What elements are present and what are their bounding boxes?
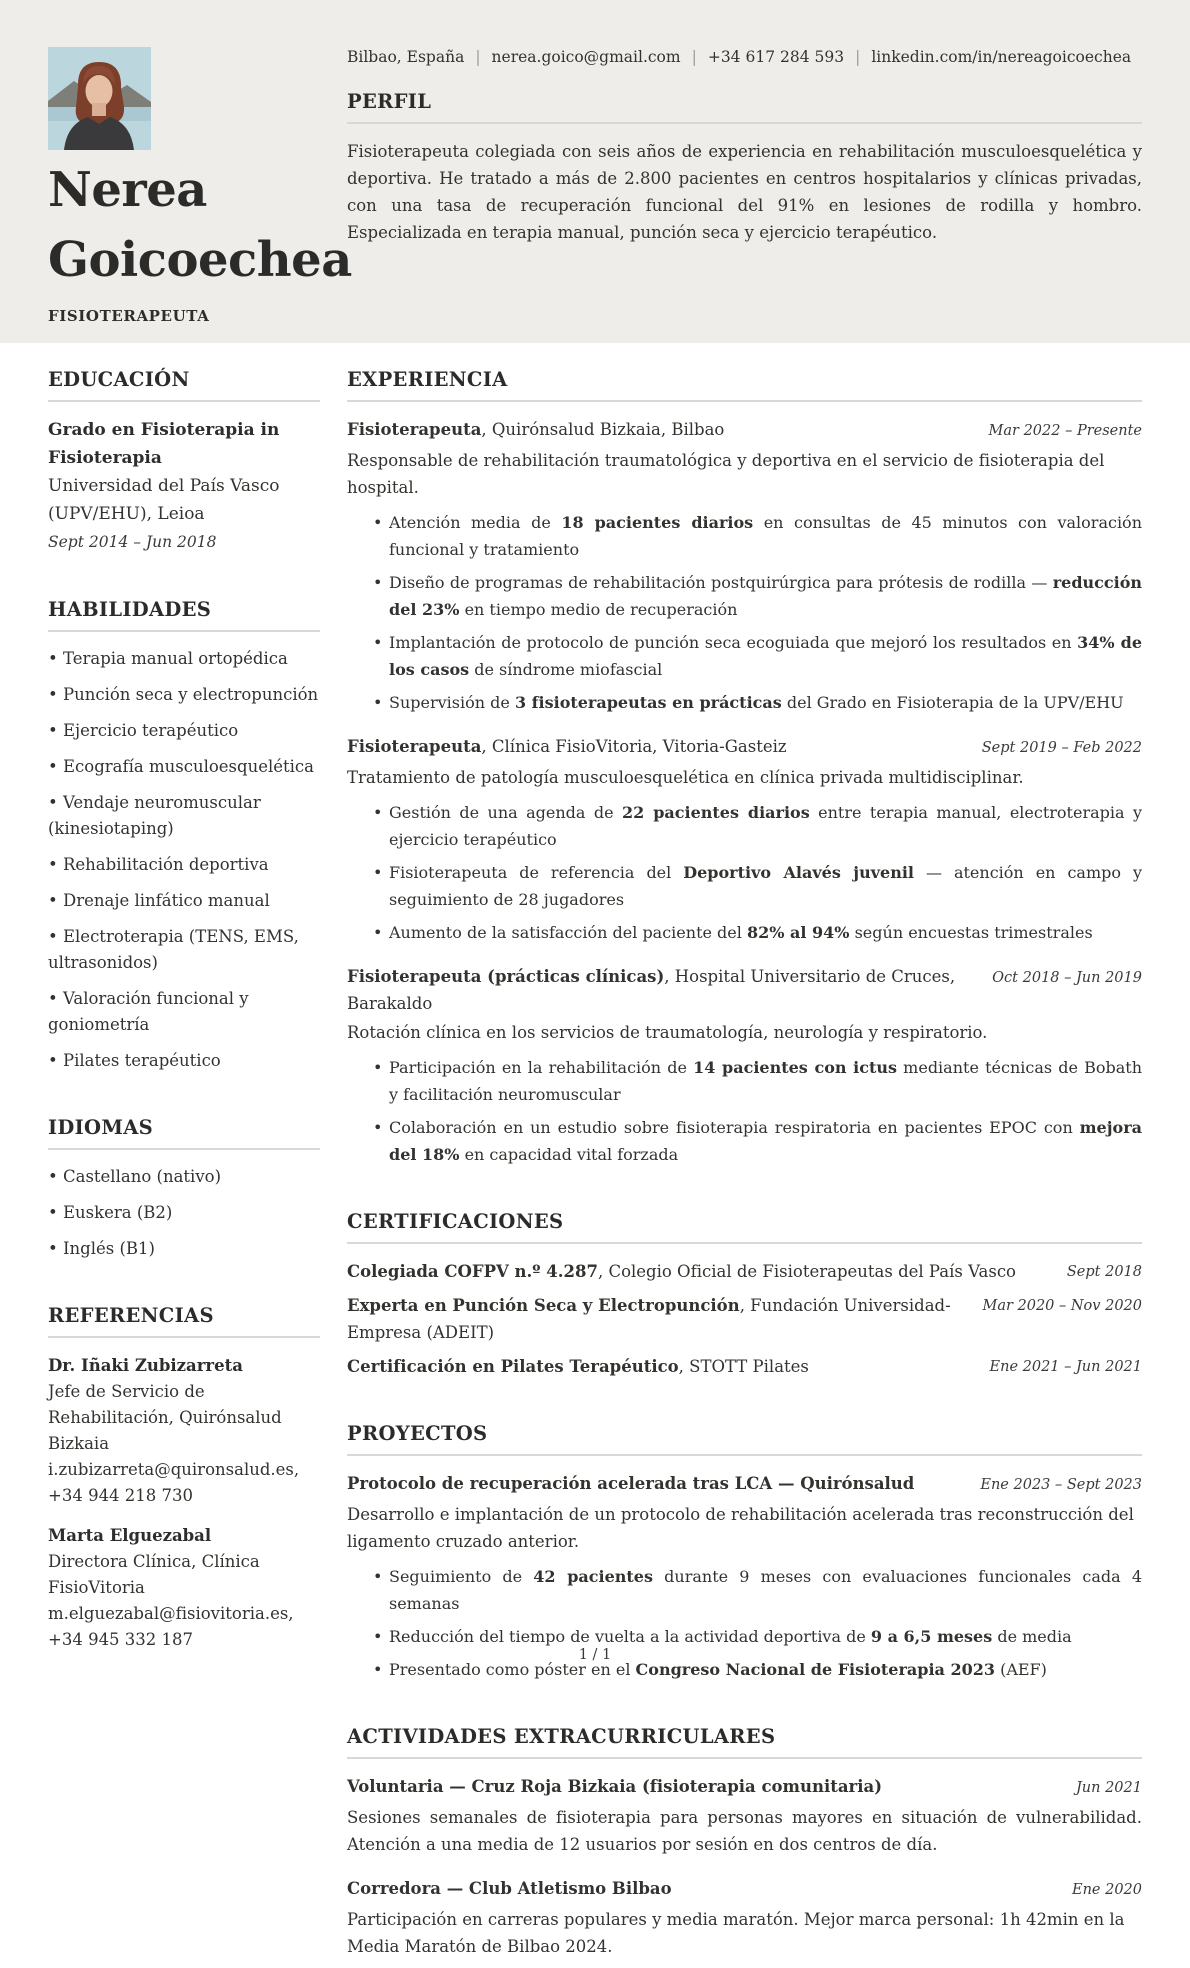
entry-head xyxy=(347,1773,1142,1802)
entry-head xyxy=(347,733,1142,762)
education-dates: Sept 2014 – Jun 2018 xyxy=(48,533,217,551)
section-heading-idiomas: IDIOMAS xyxy=(48,1116,320,1150)
entry-head xyxy=(347,963,1142,1017)
skill-item: • Terapia manual ortopédica xyxy=(48,646,320,672)
certification-text: Certificación en Pilates Terapéutico, STOTT Pilates xyxy=(347,1357,809,1376)
reference-entry xyxy=(48,1522,320,1653)
contact-separator: | xyxy=(855,48,861,66)
bullet-item: • Fisioterapeuta de referencia del Deportivo Alavés juvenil — atención en campo y seguimiento de 28 jugadores xyxy=(347,859,1142,913)
contact-location: Bilbao, España xyxy=(347,48,465,66)
job-title: Fisioterapeuta, Quirónsalud Bizkaia, Bilbao xyxy=(347,420,725,439)
contact-linkedin: linkedin.com/in/nereagoicoechea xyxy=(871,48,1132,66)
reference-entry xyxy=(48,1352,320,1509)
job-dates: Sept 2019 – Feb 2022 xyxy=(981,740,1142,756)
certification-row xyxy=(347,1353,1142,1380)
experience-entry xyxy=(347,733,1142,946)
person-title: FISIOTERAPEUTA xyxy=(48,307,210,326)
bullet-item: • Seguimiento de 42 pacientes durante 9 meses con evaluaciones funcionales cada 4 semanas xyxy=(347,1563,1142,1617)
section-actividades xyxy=(347,1725,1142,1960)
skill-item: • Rehabilitación deportiva xyxy=(48,852,320,878)
job-title: Fisioterapeuta (prácticas clínicas), Hospital Universitario de Cruces, Barakaldo xyxy=(347,967,956,1013)
entry-head xyxy=(347,1470,1142,1499)
certification-row xyxy=(347,1292,1142,1346)
activity-entry xyxy=(347,1773,1142,1858)
contact-separator: | xyxy=(475,48,481,66)
job-bullets xyxy=(347,1054,1142,1168)
section-heading-certificaciones: CERTIFICACIONES xyxy=(347,1210,1142,1244)
skill-item: • Pilates terapéutico xyxy=(48,1048,320,1074)
activity-entry xyxy=(347,1875,1142,1960)
contact-line xyxy=(347,48,1142,66)
skill-item: • Ejercicio terapéutico xyxy=(48,718,320,744)
contact-separator: | xyxy=(691,48,697,66)
section-heading-proyectos: PROYECTOS xyxy=(347,1422,1142,1456)
language-item: • Euskera (B2) xyxy=(48,1200,320,1226)
certification-dates: Mar 2020 – Nov 2020 xyxy=(982,1298,1142,1314)
reference-contact: i.zubizarreta@quironsalud.es, +34 944 218 730 xyxy=(48,1460,300,1505)
header-right xyxy=(347,47,1142,343)
languages-list xyxy=(48,1164,320,1262)
section-idiomas xyxy=(48,1116,320,1262)
experience-entry xyxy=(347,416,1142,716)
skill-item: • Valoración funcional y goniometría xyxy=(48,986,320,1038)
certification-text: Colegiada COFPV n.º 4.287, Colegio Oficial de Fisioterapeutas del País Vasco xyxy=(347,1262,1016,1281)
language-item: • Inglés (B1) xyxy=(48,1236,320,1262)
skill-item: • Drenaje linfático manual xyxy=(48,888,320,914)
right-column xyxy=(347,368,1142,1968)
section-heading-habilidades: HABILIDADES xyxy=(48,598,320,632)
project-bullets xyxy=(347,1563,1142,1683)
language-item: • Castellano (nativo) xyxy=(48,1164,320,1190)
reference-name: Marta Elguezabal xyxy=(48,1526,212,1545)
project-dates: Ene 2023 – Sept 2023 xyxy=(980,1477,1142,1493)
job-title: Fisioterapeuta, Clínica FisioVitoria, Vitoria-Gasteiz xyxy=(347,737,787,756)
entry-head xyxy=(347,1875,1142,1904)
activity-summary: Participación en carreras populares y media maratón. Mejor marca personal: 1h 42min en la Media Maratón de Bilbao 2024. xyxy=(347,1910,1125,1956)
skill-item: • Punción seca y electropunción xyxy=(48,682,320,708)
job-dates: Oct 2018 – Jun 2019 xyxy=(992,970,1142,986)
left-column xyxy=(48,368,320,1968)
job-bullets xyxy=(347,509,1142,716)
reference-name: Dr. Iñaki Zubizarreta xyxy=(48,1356,243,1375)
bullet-item: • Aumento de la satisfacción del paciente del 82% al 94% según encuestas trimestrales xyxy=(347,919,1142,946)
bullet-item: • Diseño de programas de rehabilitación postquirúrgica para prótesis de rodilla — reducción del 23% en tiempo medio de recuperación xyxy=(347,569,1142,623)
section-referencias xyxy=(48,1304,320,1653)
job-summary: Responsable de rehabilitación traumatológica y deportiva en el servicio de fisioterapia del hospital. xyxy=(347,451,1105,497)
activity-summary: Sesiones semanales de fisioterapia para personas mayores en situación de vulnerabilidad. Atención a una media de 12 usuarios por sesión en dos centros de día. xyxy=(347,1808,1142,1854)
skills-list xyxy=(48,646,320,1074)
bullet-item: • Presentado como póster en el Congreso Nacional de Fisioterapia 2023 (AEF) xyxy=(347,1656,1142,1683)
project-summary: Desarrollo e implantación de un protocolo de rehabilitación acelerada tras reconstrucción del ligamento cruzado anterior. xyxy=(347,1505,1134,1551)
bullet-item: • Gestión de una agenda de 22 pacientes diarios entre terapia manual, electroterapia y ejercicio terapéutico xyxy=(347,799,1142,853)
job-dates: Mar 2022 – Presente xyxy=(988,423,1142,439)
entry-head xyxy=(347,416,1142,445)
activity-dates: Jun 2021 xyxy=(1075,1780,1142,1796)
bullet-item: • Reducción del tiempo de vuelta a la actividad deportiva de 9 a 6,5 meses de media xyxy=(347,1623,1142,1650)
project-title: Protocolo de recuperación acelerada tras LCA — Quirónsalud xyxy=(347,1474,915,1493)
bullet-item: • Colaboración en un estudio sobre fisioterapia respiratoria en pacientes EPOC con mejora del 18% en capacidad vital forzada xyxy=(347,1114,1142,1168)
job-summary: Rotación clínica en los servicios de traumatología, neurología y respiratorio. xyxy=(347,1023,988,1042)
bullet-item: • Supervisión de 3 fisioterapeutas en prácticas del Grado en Fisioterapia de la UPV/EHU xyxy=(347,689,1142,716)
bullet-item: • Atención media de 18 pacientes diarios en consultas de 45 minutos con valoración funcional y tratamiento xyxy=(347,509,1142,563)
certification-text: Experta en Punción Seca y Electropunción, Fundación Universidad-Empresa (ADEIT) xyxy=(347,1296,951,1342)
section-proyectos xyxy=(347,1422,1142,1683)
bullet-item: • Participación en la rehabilitación de 14 pacientes con ictus mediante técnicas de Bobath y facilitación neuromuscular xyxy=(347,1054,1142,1108)
header-band xyxy=(0,0,1190,343)
activity-dates: Ene 2020 xyxy=(1071,1882,1142,1898)
experience-entry xyxy=(347,963,1142,1168)
bullet-item: • Implantación de protocolo de punción seca ecoguiada que mejoró los resultados en 34% de los casos de síndrome miofascial xyxy=(347,629,1142,683)
section-heading-experiencia: EXPERIENCIA xyxy=(347,368,1142,402)
job-bullets xyxy=(347,799,1142,946)
section-certificaciones xyxy=(347,1210,1142,1380)
contact-email: nerea.goico@gmail.com xyxy=(491,48,681,66)
profile-text: Fisioterapeuta colegiada con seis años de experiencia en rehabilitación musculoesquelética y deportiva. He tratado a más de 2.800 pacientes en centros hospitalarios y clínicas privadas, con una tasa de recuperación funcional del 91% en lesiones de rodilla y hombro. Especializada en terapia manual, punción seca y ejercicio terapéutico. xyxy=(347,142,1142,242)
activity-title: Voluntaria — Cruz Roja Bizkaia (fisioterapia comunitaria) xyxy=(347,1777,883,1796)
section-heading-referencias: REFERENCIAS xyxy=(48,1304,320,1338)
section-experiencia xyxy=(347,368,1142,1168)
skill-item: • Electroterapia (TENS, EMS, ultrasonidos) xyxy=(48,924,320,976)
skill-item: • Vendaje neuromuscular (kinesiotaping) xyxy=(48,790,320,842)
profile-photo xyxy=(48,47,151,150)
activity-title: Corredora — Club Atletismo Bilbao xyxy=(347,1879,672,1898)
reference-role: Directora Clínica, Clínica FisioVitoria xyxy=(48,1552,260,1597)
section-heading-actividades: ACTIVIDADES EXTRACURRICULARES xyxy=(347,1725,1142,1759)
section-heading-perfil: PERFIL xyxy=(347,90,1142,124)
header-identity xyxy=(48,47,352,343)
certification-row xyxy=(347,1258,1142,1285)
education-degree: Grado en Fisioterapia in Fisioterapia xyxy=(48,420,280,468)
certification-dates: Ene 2021 – Jun 2021 xyxy=(989,1359,1142,1375)
skill-item: • Ecografía musculoesquelética xyxy=(48,754,320,780)
certification-dates: Sept 2018 xyxy=(1066,1264,1142,1280)
person-name: Nerea Goicoechea xyxy=(48,162,352,288)
section-habilidades xyxy=(48,598,320,1074)
section-heading-educacion: EDUCACIÓN xyxy=(48,368,320,402)
body-columns xyxy=(0,343,1190,1968)
contact-phone: +34 617 284 593 xyxy=(707,48,845,66)
job-summary: Tratamiento de patología musculoesquelética en clínica privada multidisciplinar. xyxy=(347,768,1024,787)
page-number: 1 / 1 xyxy=(578,1647,612,1663)
reference-contact: m.elguezabal@fisiovitoria.es, +34 945 332 187 xyxy=(48,1604,294,1649)
section-educacion xyxy=(48,368,320,556)
reference-role: Jefe de Servicio de Rehabilitación, Quirónsalud Bizkaia xyxy=(48,1382,282,1453)
education-school: Universidad del País Vasco (UPV/EHU), Leioa xyxy=(48,476,280,524)
